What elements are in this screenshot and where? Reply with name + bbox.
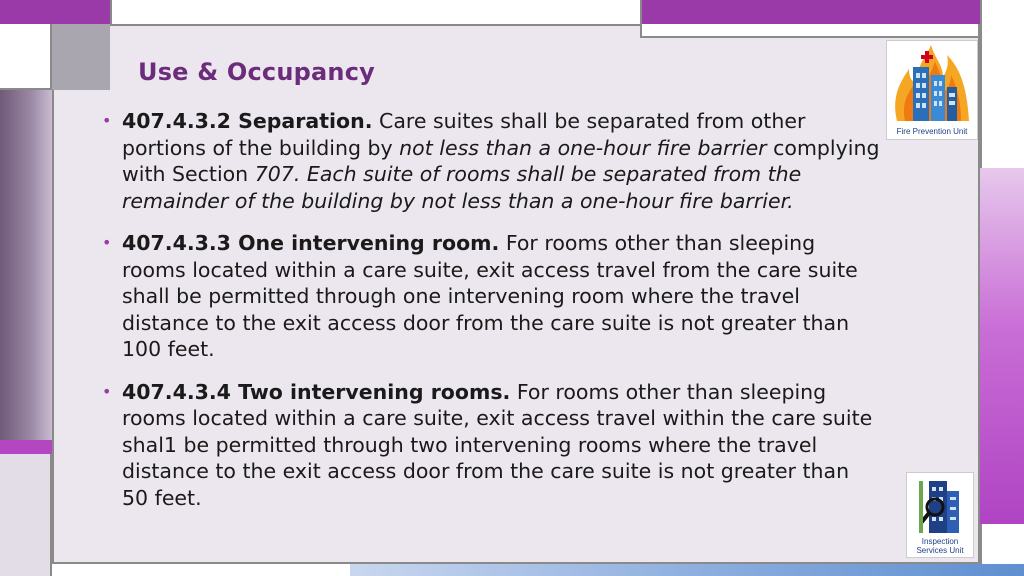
inspection-building-icon (907, 475, 975, 537)
slide-title: Use & Occupancy (138, 58, 375, 86)
decor-top-right-block (640, 0, 980, 24)
inspection-caption (907, 537, 973, 555)
inspection-caption-line1: Inspection (921, 537, 959, 546)
fire-prevention-caption: Fire Prevention Unit (896, 127, 968, 136)
bullet-list (100, 108, 880, 527)
inspection-caption-line2: Services Unit (916, 546, 964, 555)
bullet-heading: 407.4.3.2 Separation. (122, 109, 373, 133)
bullet-dot-icon: • (102, 111, 112, 130)
decor-right-top-block (980, 24, 1024, 168)
fire-prevention-logo (886, 40, 978, 140)
decor-top-rule (640, 24, 980, 38)
bullet-text: For rooms other than sleeping rooms located within a care suite, exit access travel from the care suite shall be permitted through one intervening room where the travel distance to the exit access door from the care suite is not greater than 100 feet. (122, 231, 858, 361)
decor-title-tab (52, 24, 110, 90)
bullet-heading: 407.4.3.4 Two intervening rooms. (122, 379, 511, 404)
bullet-text: complying with Section (122, 135, 880, 186)
bullet-text: Care suites shall be separated from other portions of the building by (122, 109, 806, 160)
bullet-item (100, 108, 880, 214)
bullet-text: 707. Each suite of rooms shall be separated from the remainder of the building by not less than a one-hour fire barrier. (122, 162, 802, 213)
bullet-heading: 407.4.3.3 One intervening room. (122, 231, 500, 255)
decor-right-pink-band (980, 168, 1024, 524)
decor-left-top-block (0, 24, 52, 90)
decor-top-corner-block (980, 0, 1024, 24)
decor-left-bottom-block (0, 454, 52, 576)
bullet-text: not less than a one-hour fire barrier (399, 135, 767, 160)
bullet-item (100, 230, 880, 363)
bullet-dot-icon: • (102, 233, 112, 252)
decor-bottom-blue-strip (350, 564, 1024, 576)
decor-left-violet-strip (0, 440, 52, 454)
decor-left-purple-band (0, 90, 52, 440)
inspection-services-logo (906, 472, 974, 558)
decor-top-middle-block (110, 0, 640, 24)
bullet-item (100, 379, 880, 512)
decor-top-left-block (0, 0, 110, 24)
bullet-text: For rooms other than sleeping rooms located within a care suite, exit access travel within the care suite shal1 be permitted through two intervening rooms where the travel distance to the exit access door from the care suite is not greater than 50 feet. (122, 379, 873, 510)
decor-bottom-left-strip (52, 564, 350, 576)
fire-building-icon (887, 41, 979, 127)
bullet-dot-icon: • (102, 381, 112, 401)
